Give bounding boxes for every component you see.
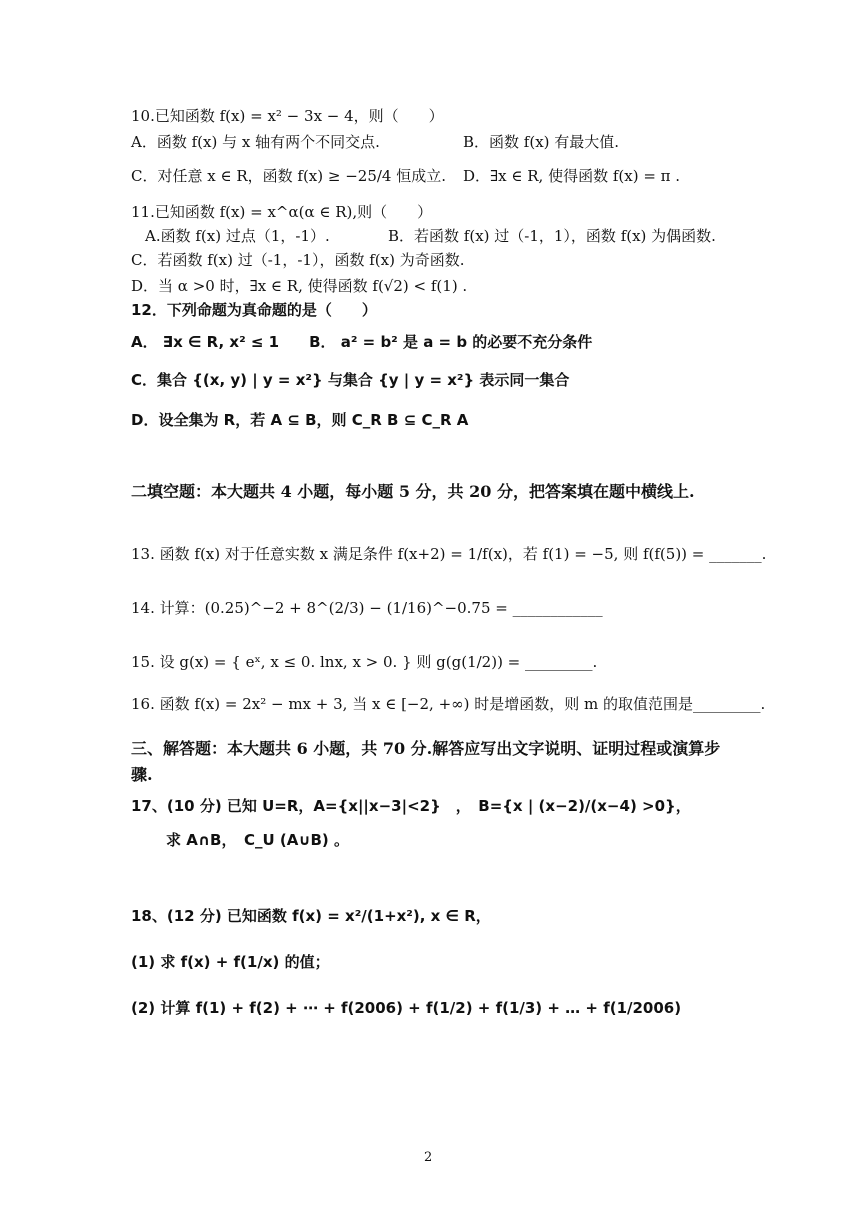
q16: 16. 函数 f(x) = 2x² − mx + 3, 当 x ∈ [−2, +∞) 时是增函数，则 m 的取值范围是_________. xyxy=(131,695,766,713)
q18-part2: (2) 计算 f(1) + f(2) + ⋯ + f(2006) + f(1/2) + f(1/3) + … + f(1/2006) xyxy=(131,999,682,1017)
q11-option-b: B．若函数 f(x) 过（-1，1），函数 f(x) 为偶函数. xyxy=(388,227,716,245)
q10-option-c: C．对任意 x ∈ R，函数 f(x) ≥ −25/4 恒成立. xyxy=(131,167,447,185)
q12-option-ab: A． ∃x ∈ R, x² ≤ 1 B． a² = b² 是 a = b 的必要不充分条件 xyxy=(131,333,593,351)
q10-option-a: A．函数 f(x) 与 x 轴有两个不同交点. xyxy=(131,133,380,151)
page-number: 2 xyxy=(424,1150,433,1165)
q10-option-b: B．函数 f(x) 有最大值. xyxy=(463,133,620,151)
q11-option-c: C．若函数 f(x) 过（-1，-1），函数 f(x) 为奇函数. xyxy=(131,251,465,269)
q11-stem: 11.已知函数 f(x) = x^α(α ∈ R),则（ ） xyxy=(131,203,433,221)
q18-stem: 18、(12 分) 已知函数 f(x) = x²/(1+x²), x ∈ R， xyxy=(131,907,491,925)
q12-option-d: D．设全集为 R，若 A ⊆ B，则 C_R B ⊆ C_R A xyxy=(131,411,469,429)
q17-stem: 17、(10 分) 已知 U=R，A={x||x−3|<2} ， B={x | (x−2)/(x−4) >0}， xyxy=(131,797,691,815)
section2-heading: 二填空题：本大题共 4 小题，每小题 5 分，共 20 分，把答案填在题中横线上. xyxy=(131,482,695,501)
section3-heading: 三、解答题：本大题共 6 小题，共 70 分.解答应写出文字说明、证明过程或演算步骤. xyxy=(131,739,721,784)
q12-stem: 12．下列命题为真命题的是（ ） xyxy=(131,301,377,319)
q10-stem: 10.已知函数 f(x) = x² − 3x − 4，则（ ） xyxy=(131,107,444,125)
q17-ask: 求 A∩B， C_U (A∪B) 。 xyxy=(166,831,350,849)
q15: 15. 设 g(x) = { eˣ, x ≤ 0. lnx, x > 0. } 则 g(g(1/2)) = _________. xyxy=(131,653,598,671)
q13: 13. 函数 f(x) 对于任意实数 x 满足条件 f(x+2) = 1/f(x)，若 f(1) = −5, 则 f(f(5)) = _______. xyxy=(131,545,767,563)
q10-option-d: D．∃x ∈ R, 使得函数 f(x) = π . xyxy=(463,167,681,185)
q11-option-d: D．当 α >0 时，∃x ∈ R, 使得函数 f(√2) < f(1) . xyxy=(131,277,468,295)
q14: 14. 计算：(0.25)^−2 + 8^(2/3) − (1/16)^−0.75 = ____________ xyxy=(131,599,603,617)
q12-option-c: C．集合 {(x, y) | y = x²} 与集合 {y | y = x²} 表示同一集合 xyxy=(131,371,570,389)
q11-option-a: A.函数 f(x) 过点（1，-1）. xyxy=(145,227,330,245)
q18-part1: (1) 求 f(x) + f(1/x) 的值； xyxy=(131,953,330,971)
